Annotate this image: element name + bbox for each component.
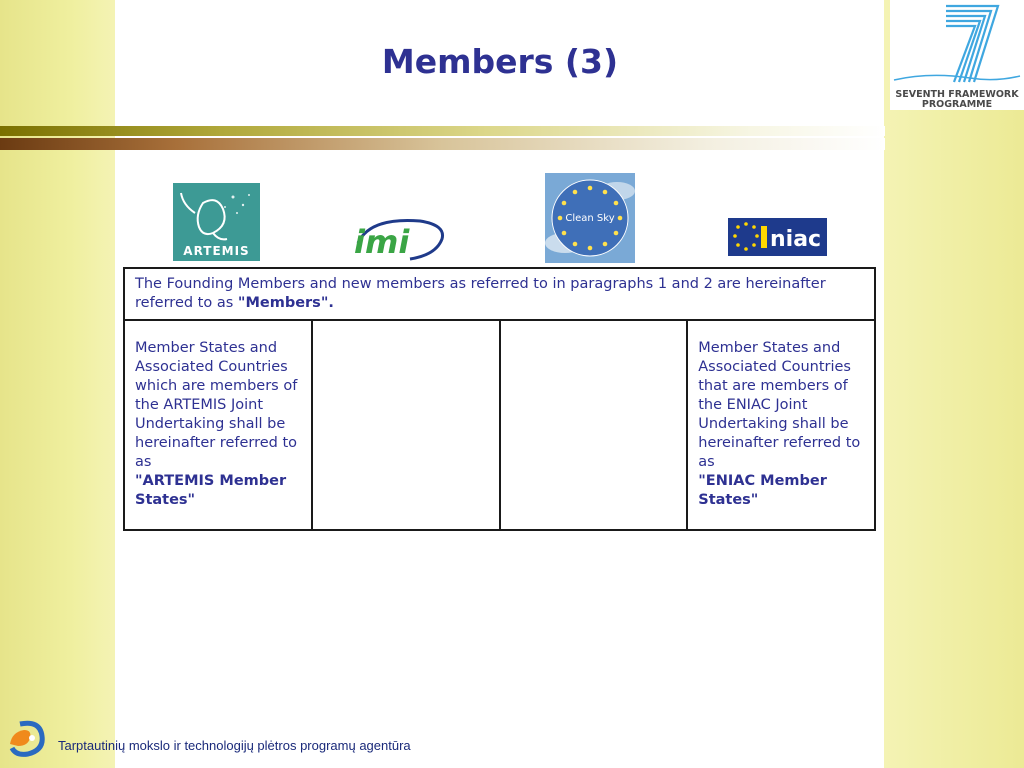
table-header-cell bbox=[124, 268, 875, 320]
artemis-logo-text: ARTEMIS bbox=[183, 244, 250, 258]
cleansky-logo-text: Clean Sky bbox=[565, 213, 615, 224]
cell-empty-2 bbox=[312, 320, 500, 530]
fp7-line2: PROGRAMME bbox=[921, 99, 993, 110]
cell-eniac-term: "ENIAC Member States" bbox=[698, 473, 827, 508]
fp7-seven-icon bbox=[890, 0, 1024, 110]
table-header-row bbox=[124, 268, 875, 320]
imi-logo-text: imi bbox=[354, 223, 410, 261]
left-decorative-band bbox=[0, 0, 115, 768]
eniac-logo-text: niac bbox=[770, 227, 822, 252]
artemis-logo bbox=[173, 183, 260, 261]
header-stripe-top bbox=[0, 126, 885, 136]
header-text: The Founding Members and new members as referred to in paragraphs 1 and 2 are hereinafter referred to as bbox=[135, 276, 826, 311]
agency-logo-icon bbox=[6, 720, 46, 758]
page-title: Members (3) bbox=[381, 42, 619, 81]
fp7-line1: SEVENTH FRAMEWORK bbox=[895, 89, 1019, 100]
cell-artemis bbox=[124, 320, 312, 530]
cell-empty-3 bbox=[500, 320, 688, 530]
cell-eniac bbox=[687, 320, 875, 530]
footer-agency-name: Tarptautinių mokslo ir technologijų plėtros programų agentūra bbox=[58, 738, 411, 753]
cell-artemis-term: "ARTEMIS Member States" bbox=[135, 473, 287, 508]
cleansky-logo bbox=[545, 173, 635, 263]
members-table bbox=[123, 267, 876, 531]
right-decorative-band bbox=[884, 0, 1024, 768]
eniac-logo bbox=[728, 218, 827, 256]
header-stripe-bottom bbox=[0, 138, 885, 150]
header-bold-term: "Members". bbox=[237, 295, 334, 311]
cell-eniac-text: Member States and Associated Countries that are members of the ENIAC Joint Undertaking shall be hereinafter referred to as bbox=[698, 340, 861, 470]
imi-logo bbox=[350, 213, 446, 263]
table-row bbox=[124, 320, 875, 530]
cell-artemis-text: Member States and Associated Countries which are members of the ARTEMIS Joint Undertaking shall be hereinafter referred to as bbox=[135, 340, 298, 470]
fp7-logo bbox=[890, 0, 1024, 110]
